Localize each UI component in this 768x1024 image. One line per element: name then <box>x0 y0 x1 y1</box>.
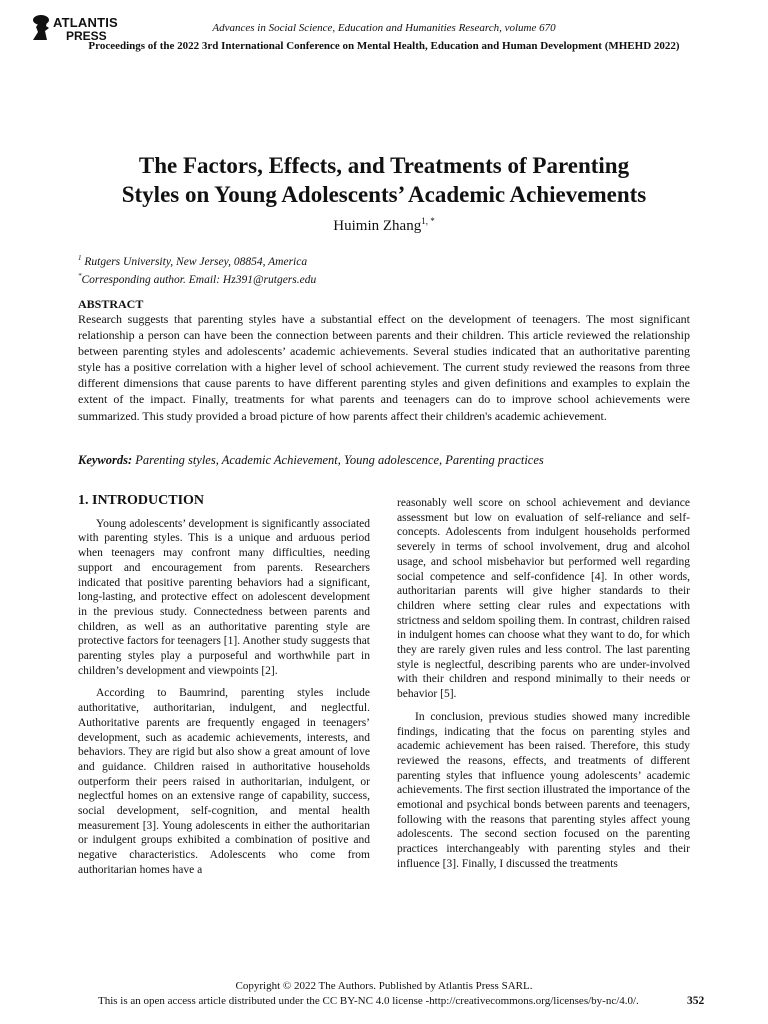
corresponding-superscript: * <box>78 271 82 280</box>
body-paragraph: In conclusion, previous studies showed many incredible findings, indicating that the focus on parenting styles and academic achievement has been raised. Therefore, this study reviewed the reasons, effects, and treatments of different parenting styles that influence young adolescents’ academic achievements. The first section illustrated the importance of the emotional and psychical bonds between parents and teenagers, following with the reasons that parenting styles affect young adolescents. The second section focused on the parenting practices interchangeably with parenting styles and their influence [3]. Finally, I discussed the treatments <box>397 710 690 870</box>
author-name: Huimin Zhang <box>333 218 422 234</box>
left-column <box>78 494 370 878</box>
title-line-2: Styles on Young Adolescents’ Academic Achievements <box>121 182 647 207</box>
license-notice: This is an open access article distributed under the CC BY-NC 4.0 license -http://creativecommons.org/licenses/by-nc/4.0/. <box>98 995 639 1007</box>
keywords-label: Keywords: <box>78 453 133 467</box>
keywords-text: Parenting styles, Academic Achievement, Young adolescence, Parenting practices <box>135 453 544 467</box>
body-paragraph: According to Baumrind, parenting styles include authoritative, authoritarian, indulgent, and neglectful. Authoritative parents are frequently engaged in teenagers’ development, such as academic achievements, interests, and behaviors. They are rigid but also show a great amount of love and guidance. Children raised in authoritative households outperform their peers raised in authoritarian, indulgent, or neglectful homes on an extensive range of capability, success, social development, self-cognition, and mental health measurement [3]. Young adolescents in either the authoritarian or indulgent groups exhibited a combination of positive and negative characteristics. Adolescents who come from authoritarian homes have a <box>78 687 370 876</box>
affiliation-text: Rutgers University, New Jersey, 08854, America <box>84 255 308 268</box>
logo-text-atlantis: ATLANTIS <box>53 15 118 30</box>
abstract-text: Research suggests that parenting styles have a substantial effect on the development of teenagers. The most significant relationship a person can have been the connection between parents and their children. This article reviewed the relationship between parenting styles and adolescents’ academic achievements. Several studies indicated that an authoritative parenting style has a positive correlation with a higher level of school achievement. The current study reviewed the reasons from three different dimensions that cause parents to have different parenting styles and given definitions and examples to explain the extent of the impact. Finally, treatments for what parents and teenagers can do to improve school achievements were summarized. This study provided a broad picture of how parents affect their children's academic achievement. <box>78 312 690 423</box>
affiliation-superscript: 1 <box>78 254 82 262</box>
corresponding-text: Corresponding author. Email: Hz391@rutgers.edu <box>81 273 317 286</box>
series-title: Advances in Social Science, Education and Humanities Research, volume 670 <box>212 22 556 34</box>
paper-title <box>60 151 708 209</box>
affiliation-line <box>78 251 316 269</box>
author-line <box>0 216 768 235</box>
section-heading: 1. INTRODUCTION <box>78 493 205 508</box>
title-line-1: The Factors, Effects, and Treatments of Parenting <box>138 153 630 178</box>
proceedings-title: Proceedings of the 2022 3rd International Conference on Mental Health, Education and Human Development (MHEHD 2022) <box>88 40 680 52</box>
keywords <box>78 453 544 468</box>
affiliations <box>78 251 316 287</box>
page-number: 352 <box>687 995 705 1007</box>
corresponding-line <box>78 269 316 287</box>
body-paragraph: reasonably well score on school achievement and deviance assessment but low on evaluation of self-reliance and self-concepts. Adolescents from indulgent households performed severely in terms of school involvement, drug and alcohol usage, and school misbehavior but performed well regarding social competence and self-confidence [4]. In other words, authoritarian parents will give higher standards to their children where setting clear rules and expectations with strictness and seldom spoiling them. In contrast, children raised in indulgent homes can choose what they want to do, for which they are rarely given rules and less control. The last parenting style is neglectful, describing parents who are under-involved with their children and respond minimally to their needs or behavior [5]. <box>397 497 690 701</box>
copyright-notice: Copyright © 2022 The Authors. Published by Atlantis Press SARL. <box>235 980 533 992</box>
author-superscript: 1, * <box>421 216 435 226</box>
right-column <box>397 496 690 872</box>
body-paragraph: Young adolescents’ development is significantly associated with parenting styles. This is a unique and arduous period when teenagers may confront many difficulties, needing support and encouragement from parents. Researchers indicated that positive parenting behaviors had a significant, long-lasting, and protective effect on adolescent development in the previous study. Connectedness between parents and children, as well as an authoritative parenting style are protective factors for teenagers [1]. Another study suggests that parenting styles play a purposeful and worthwhile part in children’s development and viewpoints [2]. <box>78 517 370 677</box>
logo-text-press: PRESS <box>66 29 107 43</box>
abstract-heading: ABSTRACT <box>78 297 144 311</box>
